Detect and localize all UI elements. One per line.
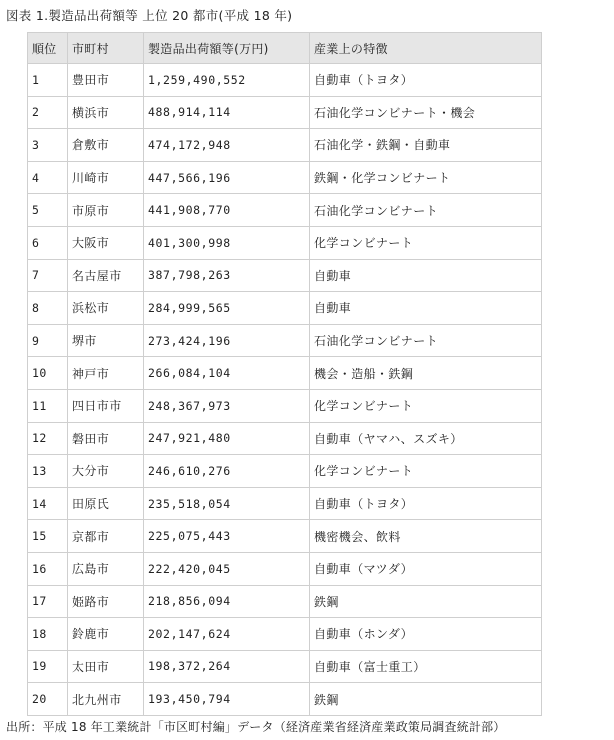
cell-shipment-value: 248,367,973 — [144, 389, 310, 422]
cell-rank: 17 — [28, 585, 68, 618]
table-row — [28, 161, 542, 194]
cell-rank: 4 — [28, 161, 68, 194]
cell-industry-feature: 石油化学コンビナート・機会 — [310, 96, 542, 129]
ranking-table — [27, 32, 542, 716]
cell-municipality: 磐田市 — [68, 422, 144, 455]
cell-industry-feature: 石油化学・鉄鋼・自動車 — [310, 129, 542, 162]
cell-industry-feature: 石油化学コンビナート — [310, 194, 542, 227]
cell-shipment-value: 218,856,094 — [144, 585, 310, 618]
cell-rank: 2 — [28, 96, 68, 129]
cell-municipality: 大阪市 — [68, 226, 144, 259]
header-municipality: 市町村 — [68, 33, 144, 64]
cell-industry-feature: 自動車（トヨタ） — [310, 487, 542, 520]
cell-industry-feature: 自動車（ヤマハ、スズキ） — [310, 422, 542, 455]
cell-rank: 16 — [28, 552, 68, 585]
table-row — [28, 129, 542, 162]
cell-shipment-value: 247,921,480 — [144, 422, 310, 455]
table-row — [28, 292, 542, 325]
cell-industry-feature: 鉄鋼 — [310, 585, 542, 618]
cell-rank: 20 — [28, 683, 68, 716]
table-row — [28, 585, 542, 618]
table-row — [28, 64, 542, 97]
table-header-row — [28, 33, 542, 64]
cell-industry-feature: 鉄鋼 — [310, 683, 542, 716]
table-row — [28, 389, 542, 422]
cell-rank: 11 — [28, 389, 68, 422]
table-row — [28, 96, 542, 129]
cell-industry-feature: 化学コンビナート — [310, 455, 542, 488]
table-row — [28, 226, 542, 259]
table-row — [28, 194, 542, 227]
cell-industry-feature: 自動車（ホンダ） — [310, 618, 542, 651]
table-row — [28, 683, 542, 716]
table-row — [28, 618, 542, 651]
cell-municipality: 太田市 — [68, 650, 144, 683]
cell-municipality: 京都市 — [68, 520, 144, 553]
cell-rank: 19 — [28, 650, 68, 683]
table-row — [28, 422, 542, 455]
cell-shipment-value: 225,075,443 — [144, 520, 310, 553]
cell-municipality: 北九州市 — [68, 683, 144, 716]
cell-municipality: 大分市 — [68, 455, 144, 488]
cell-municipality: 堺市 — [68, 324, 144, 357]
cell-shipment-value: 387,798,263 — [144, 259, 310, 292]
cell-shipment-value: 284,999,565 — [144, 292, 310, 325]
cell-municipality: 鈴鹿市 — [68, 618, 144, 651]
cell-shipment-value: 266,084,104 — [144, 357, 310, 390]
cell-shipment-value: 401,300,998 — [144, 226, 310, 259]
cell-municipality: 横浜市 — [68, 96, 144, 129]
cell-municipality: 川崎市 — [68, 161, 144, 194]
table-row — [28, 650, 542, 683]
cell-industry-feature: 自動車（富士重工） — [310, 650, 542, 683]
cell-shipment-value: 474,172,948 — [144, 129, 310, 162]
cell-shipment-value: 222,420,045 — [144, 552, 310, 585]
cell-shipment-value: 488,914,114 — [144, 96, 310, 129]
cell-rank: 13 — [28, 455, 68, 488]
table-row — [28, 552, 542, 585]
table-row — [28, 357, 542, 390]
cell-municipality: 田原氏 — [68, 487, 144, 520]
cell-rank: 8 — [28, 292, 68, 325]
cell-shipment-value: 193,450,794 — [144, 683, 310, 716]
cell-rank: 5 — [28, 194, 68, 227]
cell-industry-feature: 自動車（マツダ） — [310, 552, 542, 585]
cell-rank: 1 — [28, 64, 68, 97]
cell-rank: 6 — [28, 226, 68, 259]
cell-industry-feature: 化学コンビナート — [310, 389, 542, 422]
cell-municipality: 市原市 — [68, 194, 144, 227]
cell-rank: 14 — [28, 487, 68, 520]
cell-shipment-value: 441,908,770 — [144, 194, 310, 227]
cell-rank: 12 — [28, 422, 68, 455]
cell-shipment-value: 447,566,196 — [144, 161, 310, 194]
cell-rank: 18 — [28, 618, 68, 651]
cell-shipment-value: 198,372,264 — [144, 650, 310, 683]
cell-industry-feature: 鉄鋼・化学コンビナート — [310, 161, 542, 194]
cell-municipality: 四日市市 — [68, 389, 144, 422]
header-industry-feature: 産業上の特徴 — [310, 33, 542, 64]
cell-shipment-value: 202,147,624 — [144, 618, 310, 651]
cell-shipment-value: 273,424,196 — [144, 324, 310, 357]
source-note: 出所：平成 18 年工業統計「市区町村編」データ（経済産業省経済産業政策局調査統計部） — [6, 720, 506, 734]
cell-industry-feature: 化学コンビナート — [310, 226, 542, 259]
cell-industry-feature: 自動車（トヨタ） — [310, 64, 542, 97]
header-rank: 順位 — [28, 33, 68, 64]
table-body — [28, 64, 542, 716]
cell-municipality: 神戸市 — [68, 357, 144, 390]
cell-shipment-value: 235,518,054 — [144, 487, 310, 520]
cell-rank: 15 — [28, 520, 68, 553]
ranking-table-container — [27, 32, 541, 716]
cell-municipality: 浜松市 — [68, 292, 144, 325]
cell-municipality: 姫路市 — [68, 585, 144, 618]
cell-municipality: 名古屋市 — [68, 259, 144, 292]
cell-industry-feature: 自動車 — [310, 292, 542, 325]
cell-rank: 7 — [28, 259, 68, 292]
cell-rank: 3 — [28, 129, 68, 162]
cell-municipality: 広島市 — [68, 552, 144, 585]
cell-industry-feature: 自動車 — [310, 259, 542, 292]
cell-industry-feature: 石油化学コンビナート — [310, 324, 542, 357]
cell-industry-feature: 機会・造船・鉄鋼 — [310, 357, 542, 390]
table-row — [28, 259, 542, 292]
table-row — [28, 455, 542, 488]
table-caption: 図表 1.製造品出荷額等 上位 20 都市(平成 18 年) — [6, 8, 293, 23]
cell-rank: 9 — [28, 324, 68, 357]
header-shipment-value: 製造品出荷額等(万円) — [144, 33, 310, 64]
cell-shipment-value: 246,610,276 — [144, 455, 310, 488]
cell-municipality: 倉敷市 — [68, 129, 144, 162]
cell-shipment-value: 1,259,490,552 — [144, 64, 310, 97]
table-row — [28, 487, 542, 520]
cell-rank: 10 — [28, 357, 68, 390]
table-row — [28, 520, 542, 553]
cell-municipality: 豊田市 — [68, 64, 144, 97]
cell-industry-feature: 機密機会、飲料 — [310, 520, 542, 553]
table-row — [28, 324, 542, 357]
